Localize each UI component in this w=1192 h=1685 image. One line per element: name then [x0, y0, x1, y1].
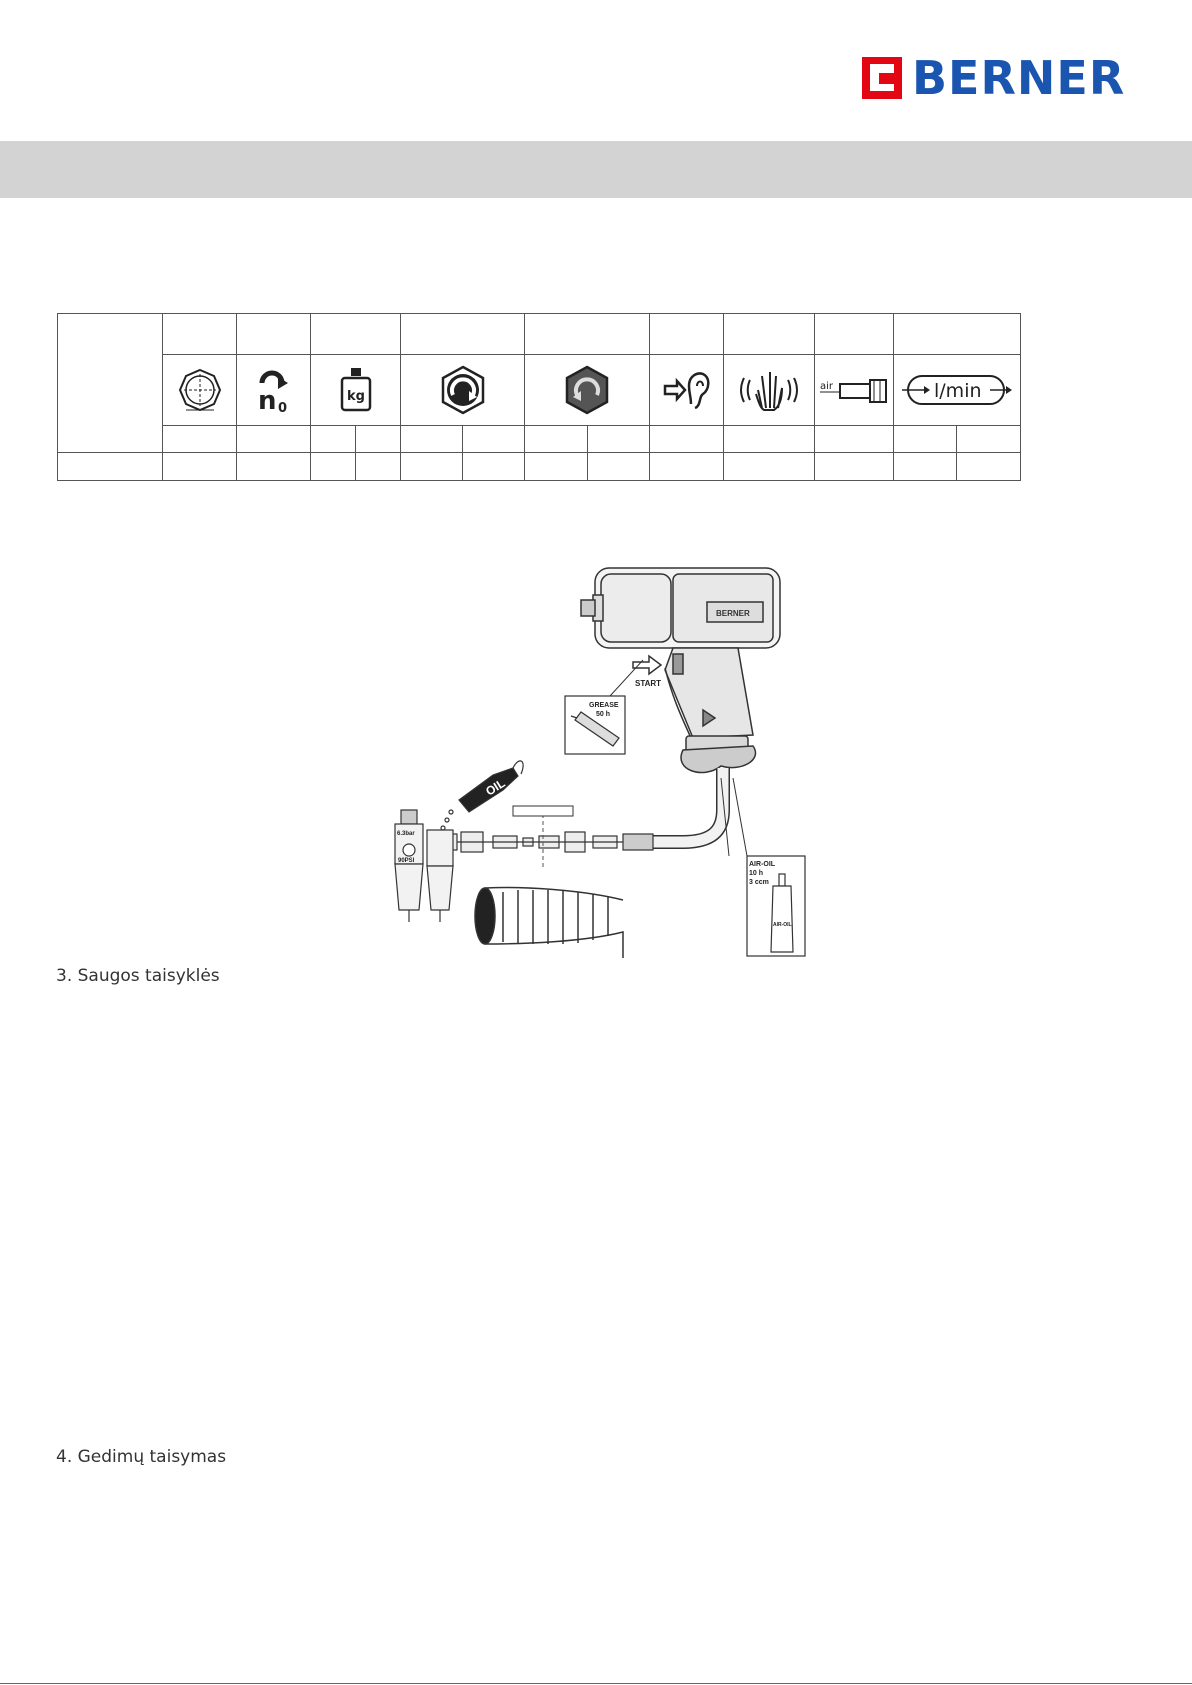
- logo-text: BERNER: [912, 51, 1126, 105]
- torque-loosen-icon: [525, 355, 650, 426]
- header-cell: [650, 314, 724, 355]
- unit-cell: [588, 426, 650, 453]
- svg-text:kg: kg: [346, 389, 365, 404]
- oil-label: OIL: [483, 776, 508, 799]
- grease-interval: 50 h: [596, 711, 611, 718]
- value-cell: [237, 453, 311, 481]
- berner-logo: [862, 51, 1126, 105]
- pressure-psi-label: 90PSI: [398, 858, 415, 864]
- unit-cell: [650, 426, 724, 453]
- air-oil-label: AIR-OIL: [749, 861, 776, 868]
- value-cell: [815, 453, 894, 481]
- value-cell: [311, 453, 356, 481]
- oil-bottle-icon: [441, 761, 523, 830]
- svg-text:air: air: [820, 381, 834, 392]
- unit-cell: [724, 426, 815, 453]
- grease-label: GREASE: [589, 702, 619, 709]
- svg-text:n: n: [257, 386, 277, 415]
- header-cell: [163, 314, 237, 355]
- value-cell: [724, 453, 815, 481]
- tool-brand-text: BERNER: [716, 609, 750, 618]
- air-inlet-icon: [815, 355, 894, 426]
- unit-cell: [311, 426, 356, 453]
- unit-cell: [237, 426, 311, 453]
- idle-speed-icon: [237, 355, 311, 426]
- value-cell: [894, 453, 957, 481]
- value-cell: [401, 453, 463, 481]
- header-cell: [311, 314, 401, 355]
- header-cell: [724, 314, 815, 355]
- section-heading-troubleshooting: 4. Gedimų taisymas: [56, 1447, 227, 1467]
- value-cell: [356, 453, 401, 481]
- unit-cell: [163, 426, 237, 453]
- air-oil-bottle-icon: [771, 874, 793, 952]
- section-heading-safety: 3. Saugos taisyklės: [56, 966, 220, 986]
- air-consumption-icon: [894, 355, 1021, 426]
- unit-cell: [815, 426, 894, 453]
- footer-rule: [0, 1683, 1192, 1684]
- vibration-icon: [724, 355, 815, 426]
- pressure-bar-label: 6.3bar: [397, 831, 415, 837]
- logo-mark-icon: [862, 57, 902, 99]
- value-cell: [525, 453, 588, 481]
- air-oil-amount: 3 ccm: [749, 879, 769, 886]
- unit-cell: [957, 426, 1021, 453]
- header-cell: [815, 314, 894, 355]
- value-cell: [957, 453, 1021, 481]
- unit-cell: [463, 426, 525, 453]
- coiled-hose-drawing: [475, 888, 623, 959]
- weight-kg-icon: [311, 355, 401, 426]
- header-cell: [401, 314, 525, 355]
- air-tool-setup-diagram: [343, 560, 814, 960]
- unit-cell: [401, 426, 463, 453]
- torque-tighten-icon: [401, 355, 525, 426]
- drive-size-icon: [163, 355, 237, 426]
- value-cell: [650, 453, 724, 481]
- svg-text:0: 0: [277, 401, 287, 415]
- header-band: [0, 141, 1192, 198]
- model-header-cell: [58, 314, 163, 453]
- unit-cell: [356, 426, 401, 453]
- value-cell: [588, 453, 650, 481]
- spec-table: [57, 313, 1021, 481]
- start-label: START: [635, 679, 662, 688]
- air-oil-interval: 10 h: [749, 870, 764, 877]
- value-cell: [163, 453, 237, 481]
- header-cell: [237, 314, 311, 355]
- unit-cell: [525, 426, 588, 453]
- air-oil-bottle-label: AIR-OIL: [773, 922, 792, 928]
- noise-level-icon: [650, 355, 724, 426]
- value-cell: [58, 453, 163, 481]
- start-arrow-icon: [633, 656, 661, 674]
- header-cell: [525, 314, 650, 355]
- unit-cell: [894, 426, 957, 453]
- value-cell: [463, 453, 525, 481]
- header-cell: [894, 314, 1021, 355]
- svg-text:l/min: l/min: [934, 380, 982, 402]
